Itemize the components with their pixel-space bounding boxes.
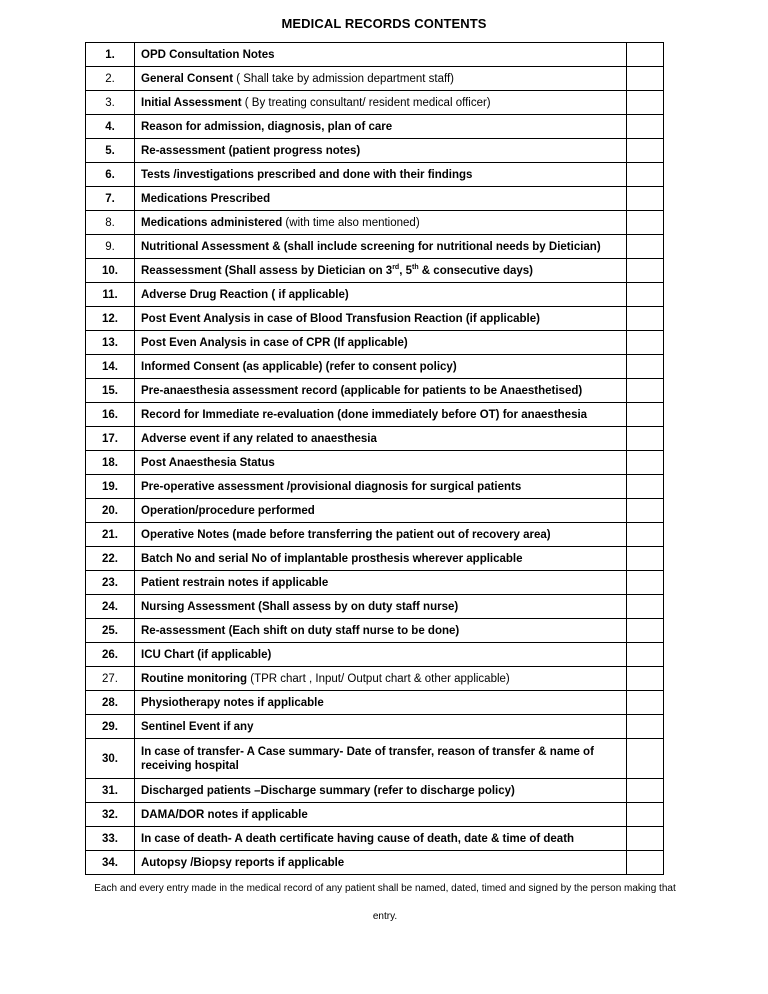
row-checkbox-cell [627,715,664,739]
table-row [86,91,664,115]
row-number: 10. [86,259,135,283]
row-description [135,571,627,595]
row-checkbox-cell [627,91,664,115]
row-number: 12. [86,307,135,331]
table-row [86,427,664,451]
row-text: General Consent [141,72,234,85]
row-checkbox-cell [627,187,664,211]
row-checkbox-cell [627,115,664,139]
row-checkbox-cell [627,619,664,643]
row-checkbox-cell [627,475,664,499]
row-number: 9. [86,235,135,259]
row-checkbox-cell [627,403,664,427]
row-text: Post Even Analysis in case of CPR (If applicable) [141,336,408,349]
table-row [86,307,664,331]
row-text: DAMA/DOR notes if applicable [141,808,308,821]
row-number: 17. [86,427,135,451]
row-description [135,739,627,779]
table-row [86,523,664,547]
table-row [86,827,664,851]
row-text: Reason for admission, diagnosis, plan of care [141,120,393,133]
row-description [135,667,627,691]
footer-note: Each and every entry made in the medical record of any patient shall be named, dated, timed and signed by the person making that entry. [94,883,676,922]
row-number: 31. [86,779,135,803]
table-row [86,643,664,667]
row-note: ( Shall take by admission department staff) [233,72,454,85]
row-description [135,43,627,67]
row-text-part: Reassessment (Shall assess by Dietician on 3 [141,264,393,277]
row-text: Nursing Assessment (Shall assess by on duty staff nurse) [141,600,459,613]
row-text: Discharged patients –Discharge summary (refer to discharge policy) [141,784,515,797]
row-checkbox-cell [627,427,664,451]
table-row [86,779,664,803]
table-row [86,851,664,875]
row-text: Informed Consent (as applicable) (refer to consent policy) [141,360,457,373]
row-description [135,331,627,355]
table-row [86,235,664,259]
row-description [135,427,627,451]
row-checkbox-cell [627,43,664,67]
row-text: Nutritional Assessment & (shall include screening for nutritional needs by Dietician) [141,240,601,253]
row-text: Pre-anaesthesia assessment record (applicable for patients to be Anaesthetised) [141,384,583,397]
row-number: 29. [86,715,135,739]
row-description [135,355,627,379]
row-number: 16. [86,403,135,427]
row-description [135,475,627,499]
row-number: 14. [86,355,135,379]
row-text: Physiotherapy notes if applicable [141,696,324,709]
row-number: 15. [86,379,135,403]
table-row [86,115,664,139]
row-note: ( By treating consultant/ resident medical officer) [241,96,491,109]
table-row [86,691,664,715]
row-checkbox-cell [627,779,664,803]
row-checkbox-cell [627,547,664,571]
row-checkbox-cell [627,595,664,619]
row-checkbox-cell [627,307,664,331]
row-note: (TPR chart , Input/ Output chart & other applicable) [247,672,510,685]
row-description [135,163,627,187]
row-checkbox-cell [627,523,664,547]
row-text-part: , 5 [399,264,412,277]
row-number: 34. [86,851,135,875]
row-description [135,139,627,163]
row-number: 30. [86,739,135,779]
row-checkbox-cell [627,451,664,475]
row-text: Initial Assessment [141,96,242,109]
row-text: Post Anaesthesia Status [141,456,275,469]
row-checkbox-cell [627,739,664,779]
row-checkbox-cell [627,331,664,355]
row-description [135,451,627,475]
row-text: Operation/procedure performed [141,504,315,517]
row-number: 33. [86,827,135,851]
row-description [135,851,627,875]
records-table [85,42,664,875]
row-description [135,643,627,667]
row-number: 1. [86,43,135,67]
row-number: 22. [86,547,135,571]
table-row [86,283,664,307]
row-checkbox-cell [627,571,664,595]
row-checkbox-cell [627,259,664,283]
table-row [86,403,664,427]
row-description [135,67,627,91]
table-row [86,803,664,827]
row-description [135,619,627,643]
row-text: Batch No and serial No of implantable prosthesis wherever applicable [141,552,523,565]
row-description [135,211,627,235]
table-row [86,571,664,595]
ordinal-suffix: rd [392,263,400,271]
row-note: (with time also mentioned) [282,216,420,229]
row-checkbox-cell [627,691,664,715]
records-table-body [86,43,664,875]
row-description [135,547,627,571]
row-text: Medications Prescribed [141,192,271,205]
table-row [86,667,664,691]
row-number: 28. [86,691,135,715]
row-text: Record for Immediate re-evaluation (done immediately before OT) for anaesthesia [141,408,588,421]
row-text: Adverse event if any related to anaesthesia [141,432,377,445]
table-row [86,331,664,355]
row-number: 2. [86,67,135,91]
row-text: OPD Consultation Notes [141,48,275,61]
table-row [86,355,664,379]
row-number: 23. [86,571,135,595]
row-checkbox-cell [627,667,664,691]
row-text: Patient restrain notes if applicable [141,576,329,589]
row-number: 24. [86,595,135,619]
row-checkbox-cell [627,851,664,875]
row-checkbox-cell [627,827,664,851]
table-row [86,211,664,235]
table-row [86,451,664,475]
row-checkbox-cell [627,499,664,523]
row-text: Operative Notes (made before transferring the patient out of recovery area) [141,528,551,541]
table-row [86,475,664,499]
row-description [135,715,627,739]
table-row [86,67,664,91]
row-description [135,691,627,715]
table-row [86,259,664,283]
row-text: Sentinel Event if any [141,720,254,733]
row-number: 6. [86,163,135,187]
row-text: Tests /investigations prescribed and done with their findings [141,168,473,181]
row-text: Autopsy /Biopsy reports if applicable [141,856,345,869]
row-checkbox-cell [627,235,664,259]
table-row [86,187,664,211]
table-row [86,43,664,67]
row-number: 13. [86,331,135,355]
row-number: 26. [86,643,135,667]
row-checkbox-cell [627,283,664,307]
row-number: 19. [86,475,135,499]
row-number: 3. [86,91,135,115]
row-description [135,595,627,619]
row-text: In case of death- A death certificate having cause of death, date & time of death [141,832,575,845]
row-checkbox-cell [627,355,664,379]
table-row [86,619,664,643]
table-row [86,379,664,403]
row-text: Re-assessment (patient progress notes) [141,144,361,157]
row-description [135,115,627,139]
row-text: Routine monitoring [141,672,248,685]
row-checkbox-cell [627,643,664,667]
row-number: 32. [86,803,135,827]
row-number: 27. [86,667,135,691]
row-description [135,779,627,803]
row-number: 5. [86,139,135,163]
row-text: Pre-operative assessment /provisional diagnosis for surgical patients [141,480,522,493]
row-checkbox-cell [627,139,664,163]
table-row [86,739,664,779]
row-checkbox-cell [627,379,664,403]
row-number: 11. [86,283,135,307]
table-row [86,163,664,187]
row-description [135,187,627,211]
row-text: Post Event Analysis in case of Blood Transfusion Reaction (if applicable) [141,312,540,325]
ordinal-suffix: th [412,263,419,271]
row-description [135,91,627,115]
table-row [86,499,664,523]
row-checkbox-cell [627,211,664,235]
row-number: 7. [86,187,135,211]
row-description [135,523,627,547]
row-description [135,803,627,827]
row-checkbox-cell [627,803,664,827]
row-text: Re-assessment (Each shift on duty staff nurse to be done) [141,624,460,637]
row-description [135,259,627,283]
row-number: 20. [86,499,135,523]
row-number: 21. [86,523,135,547]
page-title: MEDICAL RECORDS CONTENTS [281,16,487,31]
row-description [135,235,627,259]
row-description [135,403,627,427]
row-checkbox-cell [627,67,664,91]
table-row [86,595,664,619]
table-row [86,139,664,163]
row-number: 4. [86,115,135,139]
row-number: 18. [86,451,135,475]
row-text: ICU Chart (if applicable) [141,648,272,661]
row-text: In case of transfer- A Case summary- Date of transfer, reason of transfer & name of receiving hospital [141,745,594,772]
row-description [135,827,627,851]
row-checkbox-cell [627,163,664,187]
table-row [86,547,664,571]
row-number: 8. [86,211,135,235]
row-description [135,283,627,307]
table-row [86,715,664,739]
row-description [135,307,627,331]
row-text: Adverse Drug Reaction ( if applicable) [141,288,349,301]
row-text-part: & consecutive days) [418,264,534,277]
row-text: Medications administered [141,216,283,229]
row-number: 25. [86,619,135,643]
row-description [135,499,627,523]
row-description [135,379,627,403]
